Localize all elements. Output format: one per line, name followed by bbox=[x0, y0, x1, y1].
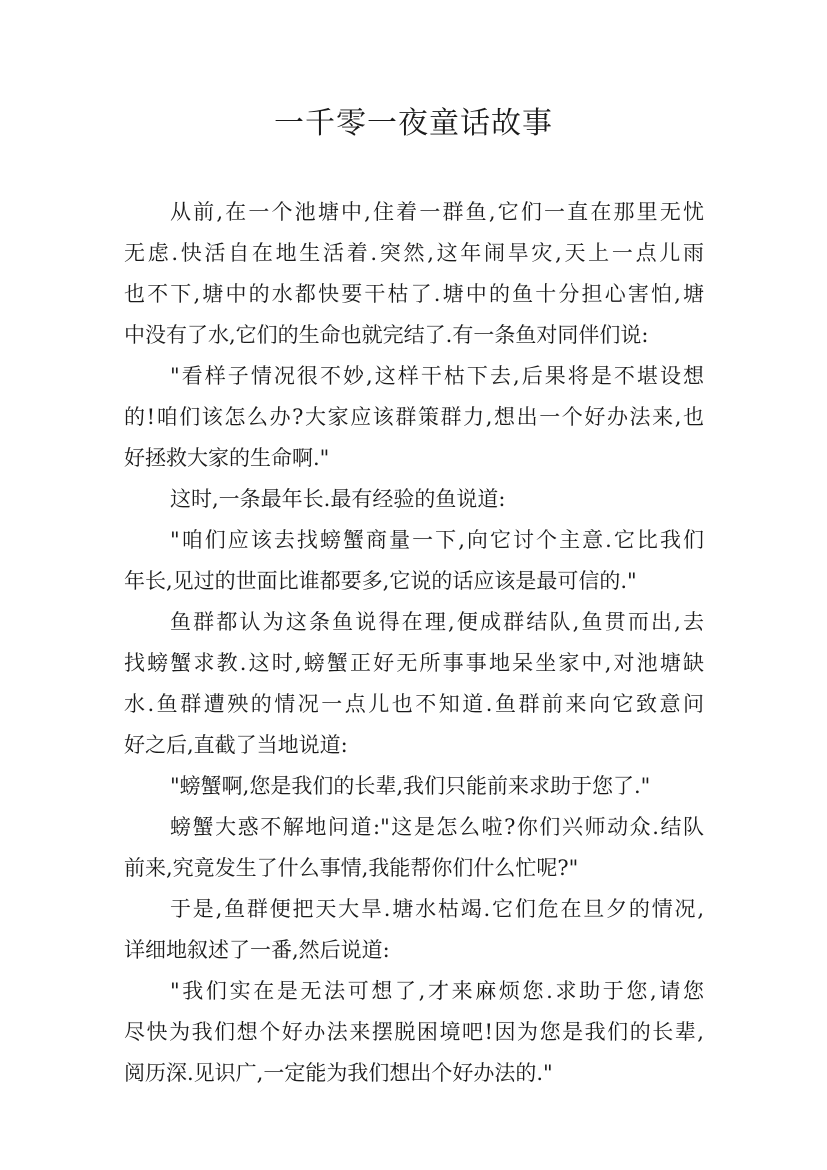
text-line: 于是,鱼群便把天大旱.塘水枯竭.它们危在旦夕的情况, bbox=[170, 897, 704, 921]
text-line: 详细地叙述了一番,然后说道: bbox=[124, 938, 390, 962]
text-line: "看样子情况很不妙,这样干枯下去,后果将是不堪设想 bbox=[170, 364, 704, 388]
text-line: "螃蟹啊,您是我们的长辈,我们只能前来求助于您了." bbox=[170, 774, 651, 798]
text-line: 螃蟹大惑不解地问道:"这是怎么啦?你们兴师动众.结队 bbox=[170, 815, 704, 839]
text-line: 的!咱们该怎么办?大家应该群策群力,想出一个好办法来,也 bbox=[124, 405, 704, 429]
document-title: 一千零一夜童话故事 bbox=[274, 106, 553, 141]
text-line: 从前,在一个池塘中,住着一群鱼,它们一直在那里无忧 bbox=[170, 200, 704, 224]
text-line: 好之后,直截了当地说道: bbox=[124, 733, 348, 757]
text-line: 找螃蟹求教.这时,螃蟹正好无所事事地呆坐家中,对池塘缺 bbox=[124, 651, 704, 675]
text-line: "我们实在是无法可想了,才来麻烦您.求助于您,请您 bbox=[170, 979, 704, 1003]
text-line: 鱼群都认为这条鱼说得在理,便成群结队,鱼贯而出,去 bbox=[170, 610, 704, 634]
text-line: 年长,见过的世面比谁都要多,它说的话应该是最可信的." bbox=[124, 569, 637, 593]
text-line: 无虑.快活自在地生活着.突然,这年闹旱灾,天上一点儿雨 bbox=[124, 241, 704, 265]
text-line: 这时,一条最年长.最有经验的鱼说道: bbox=[170, 487, 506, 511]
text-line: 中没有了水,它们的生命也就完结了.有一条鱼对同伴们说: bbox=[124, 323, 649, 347]
text-line: 水.鱼群遭殃的情况一点儿也不知道.鱼群前来向它致意问 bbox=[124, 692, 704, 716]
text-line: 尽快为我们想个好办法来摆脱困境吧!因为您是我们的长辈, bbox=[124, 1020, 704, 1044]
text-line: 好拯救大家的生命啊." bbox=[124, 446, 330, 470]
text-line: 阅历深.见识广,一定能为我们想出个好办法的." bbox=[124, 1061, 553, 1085]
document-body bbox=[124, 192, 704, 1094]
text-line: "咱们应该去找螃蟹商量一下,向它讨个主意.它比我们 bbox=[170, 528, 704, 552]
text-line: 前来,究竟发生了什么事情,我能帮你们什么忙呢?" bbox=[124, 856, 579, 880]
text-line: 也不下,塘中的水都快要干枯了.塘中的鱼十分担心害怕,塘 bbox=[124, 282, 704, 306]
